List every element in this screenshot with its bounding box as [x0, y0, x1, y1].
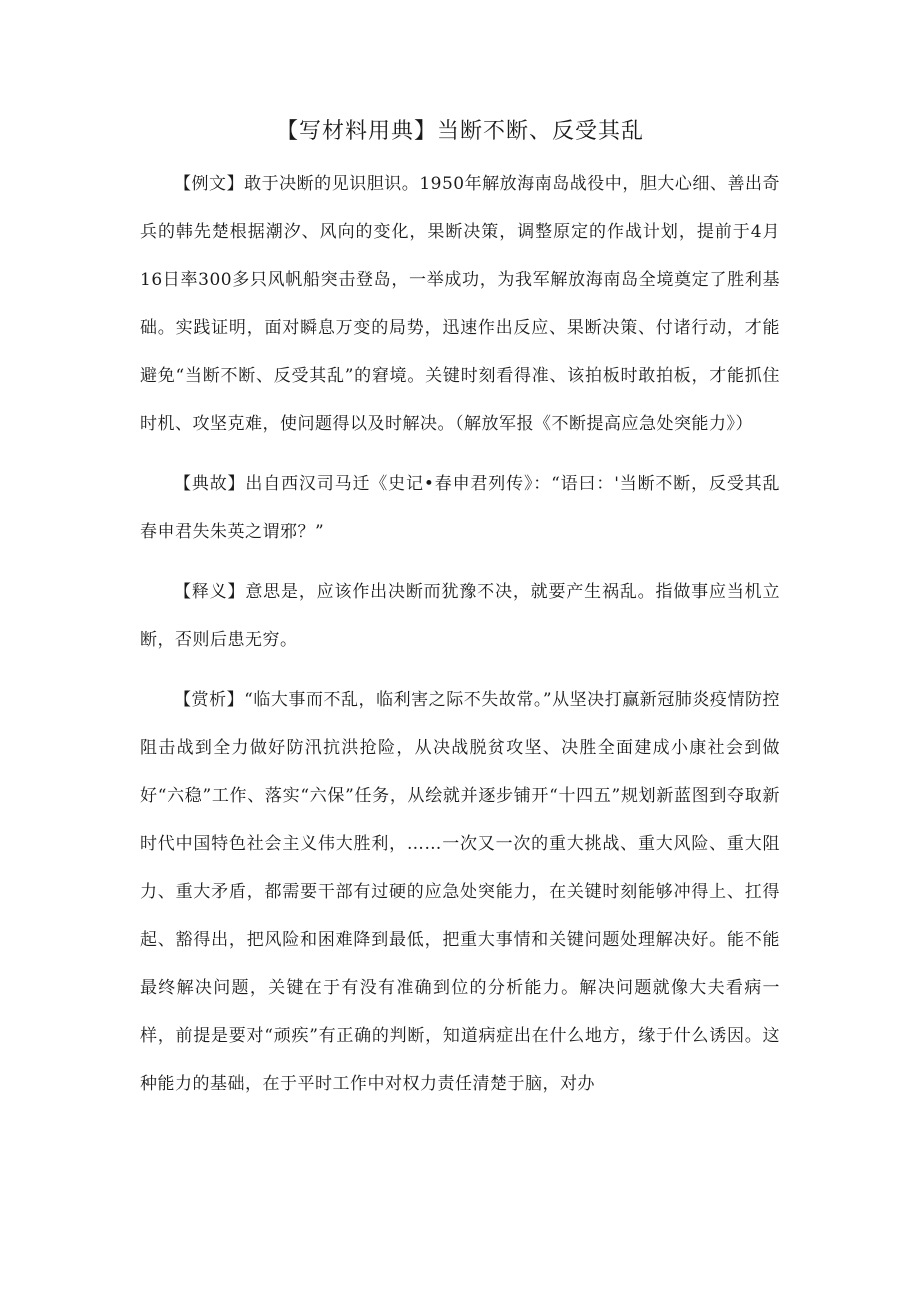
paragraph-appreciation-text: “临大事而不乱，临利害之际不失故常。”从坚决打赢新冠肺炎疫情防控阻击战到全力做好防汛抗洪抢险，从决战脱贫攻坚、决胜全面建成小康社会到做好“六稳”工作、落实“六保”任务，从绘就并逐步铺开“十四五”规划新蓝图到夺取新时代中国特色社会主义伟大胜利，……一次又一次的重大挑战、重大风险、重大阻力、重大矛盾，都需要干部有过硬的应急处突能力，在关键时刻能够冲得上、扛得起、豁得出，把风险和困难降到最低，把重大事情和关键问题处理解决好。能不能最终解决问题，关键在于有没有准确到位的分析能力。解决问题就像大夫看病一样，前提是要对“顽疾”有正确的判断，知道病症出在什么地方，缘于什么诱因。这种能力的基础，在于平时工作中对权力责任清楚于脑，对办 [140, 690, 781, 1094]
document-title: 【写材料用典】当断不断、反受其乱 [275, 119, 644, 144]
document-page [140, 108, 780, 1120]
paragraph-example [140, 160, 780, 448]
section-tag-allusion: 【典故】 [174, 474, 246, 494]
paragraph-allusion-text: 出自西汉司马迁《史记•春申君列传》：“语曰：'当断不断，反受其乱春申君失朱英之谓邪？” [140, 474, 781, 542]
paragraph-appreciation [140, 676, 780, 1108]
paragraph-example-text: 敢于决断的见识胆识。1950年解放海南岛战役中，胆大心细、善出奇兵的韩先楚根据潮汐、风向的变化，果断决策，调整原定的作战计划，提前于4月16日率300多只风帆船突击登岛，一举成功，为我军解放海南岛全境奠定了胜利基础。实践证明，面对瞬息万变的局势，迅速作出反应、果断决策、付诸行动，才能避免“当断不断、反受其乱”的窘境。关键时刻看得准、该拍板时敢拍板，才能抓住时机、攻坚克难，使问题得以及时解决。（解放军报《不断提高应急处突能力》） [140, 174, 780, 434]
paragraph-allusion [140, 460, 780, 556]
section-tag-appreciation: 【赏析】 [174, 690, 245, 710]
paragraph-meaning-text: 意思是，应该作出决断而犹豫不决，就要产生祸乱。指做事应当机立断，否则后患无穷。 [140, 582, 781, 650]
section-tag-example: 【例文】 [174, 174, 245, 194]
paragraph-meaning [140, 568, 780, 664]
section-tag-meaning: 【释义】 [174, 582, 246, 602]
